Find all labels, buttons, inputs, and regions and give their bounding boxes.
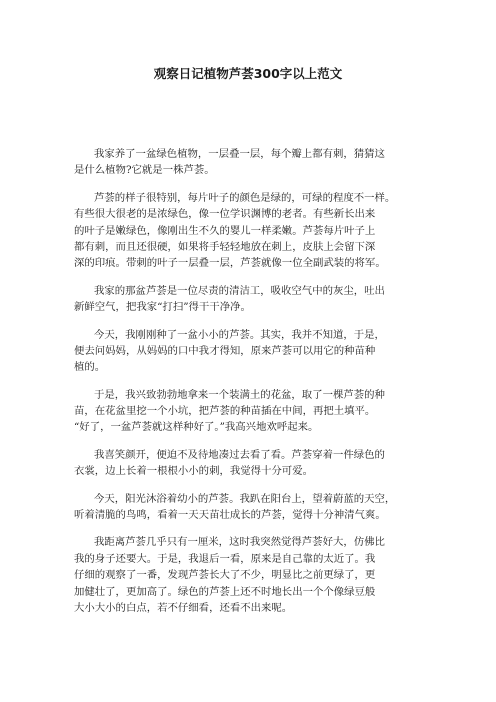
paragraph-line: 我距离芦荟几乎只有一厘米，这时我突然觉得芦荟好大，仿佛比 bbox=[94, 536, 385, 549]
paragraph bbox=[74, 447, 426, 480]
paragraph bbox=[74, 534, 426, 616]
paragraph bbox=[74, 190, 426, 272]
paragraph-line: 衣裳，边上长着一根根小小的刺，我觉得十分可爱。 bbox=[74, 465, 313, 478]
paragraph-line: 植的。 bbox=[74, 361, 106, 374]
paragraph bbox=[74, 387, 426, 436]
paragraph bbox=[74, 491, 426, 524]
paragraph-line: 今天，阳光沐浴着幼小的芦荟。我趴在阳台上，望着蔚蓝的天空， bbox=[94, 492, 396, 505]
document-title: 观察日记植物芦荟300字以上范文 bbox=[153, 66, 343, 81]
paragraph bbox=[74, 283, 426, 316]
paragraph-line: 我家养了一盆绿色植物，一层叠一层，每个瓣上都有刺，猜猜这 bbox=[94, 148, 385, 160]
paragraph-line: 有些很大很老的是浓绿色，像一位学识渊博的老者。有些新长出来 bbox=[74, 208, 376, 221]
paragraph-line: 芦荟的样子很特别，每片叶子的颜色是绿的，可绿的程度不一样。 bbox=[94, 191, 396, 204]
paragraph-line: 是什么植物?它就是一株芦荟。 bbox=[74, 164, 215, 177]
paragraph-line: 仔细的观察了一番，发现芦荟长大了不少，明显比之前更绿了，更 bbox=[74, 569, 376, 582]
paragraph-line: 的叶子是嫩绿色，像刚出生不久的婴儿一样柔嫩。芦荟每片叶子上 bbox=[74, 224, 376, 237]
paragraph-line: 便去问妈妈，从妈妈的口中我才得知，原来芦荟可以用它的种苗种 bbox=[74, 344, 376, 357]
paragraph-line: 新鲜空气，把我家“打扫”得干干净净。 bbox=[74, 301, 251, 314]
paragraph-line: 我家的那盆芦荟是一位尽责的清洁工，吸收空气中的灰尘，吐出 bbox=[94, 284, 385, 297]
paragraph-line: 深的印痕。带刺的叶子一层叠一层，芦荟就像一位全副武装的将军。 bbox=[74, 257, 386, 270]
paragraph-line: 我喜笑颜开，便迫不及待地凑过去看了看。芦荟穿着一件绿色的 bbox=[94, 448, 385, 461]
paragraph-line: 于是，我兴致勃勃地拿来一个装满土的花盆，取了一棵芦荟的种 bbox=[94, 388, 385, 401]
paragraph-line: 大小大小的白点，若不仔细看，还看不出来呢。 bbox=[74, 601, 293, 614]
paragraph-line: 加健壮了，更加高了。绿色的芦荟上还不时地长出一个个像绿豆般 bbox=[74, 585, 376, 598]
paragraph bbox=[74, 327, 426, 376]
paragraph-line: 都有刺，而且还很硬，如果将手轻轻地放在刺上，皮肤上会留下深 bbox=[74, 240, 376, 253]
paragraph-line: 听着清脆的鸟鸣，看着一天天苗壮成长的芦荟，觉得十分神清气爽。 bbox=[74, 509, 386, 522]
paragraph-line: 今天，我刚刚种了一盆小小的芦荟。其实，我并不知道，于是， bbox=[94, 328, 385, 341]
paragraph-line: 苗，在花盆里挖一个小坑，把芦荟的种苗插在中间，再把土填平。 bbox=[74, 405, 376, 418]
document-body bbox=[74, 146, 426, 627]
paragraph-line: “好了，一盆芦荟就这样种好了。”我高兴地欢呼起来。 bbox=[74, 421, 319, 434]
paragraph-line: 我的身子还要大。于是，我退后一看，原来是自己靠的太近了。我 bbox=[74, 552, 376, 565]
paragraph bbox=[74, 146, 426, 179]
